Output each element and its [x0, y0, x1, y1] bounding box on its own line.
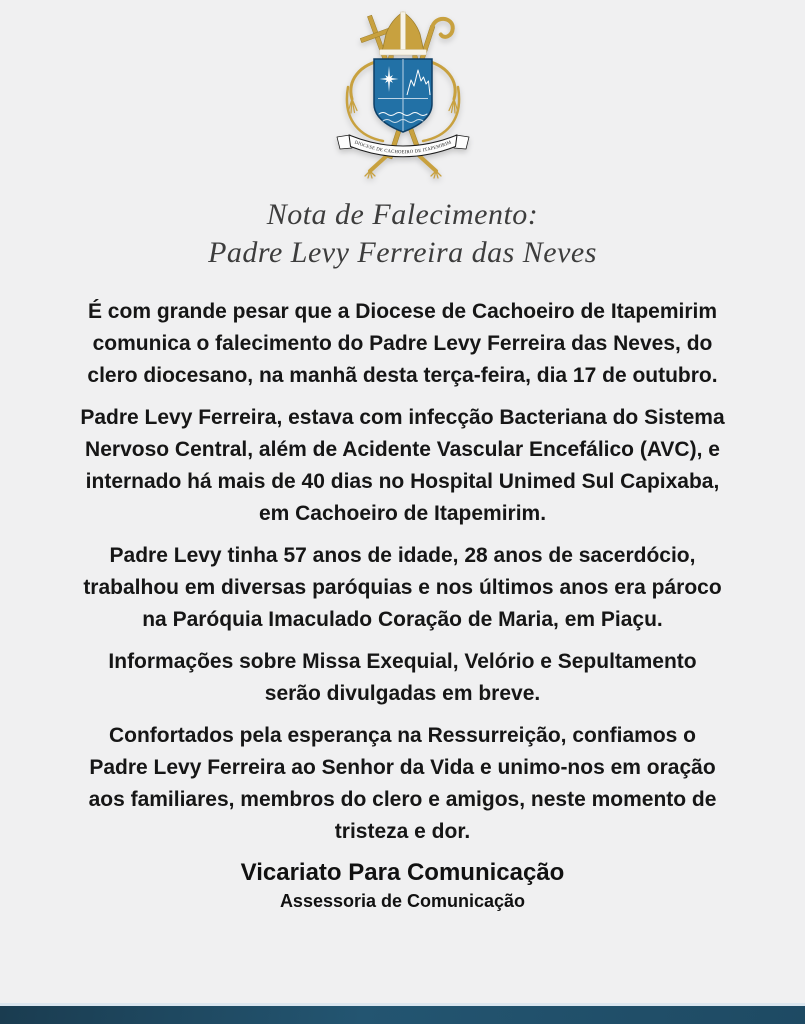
paragraph-announcement: É com grande pesar que a Diocese de Cachoeiro de Itapemirim comunica o falecimento do Padre Levy Ferreira das Neves, do clero diocesano, na manhã desta terça-feira, dia 17 de outubro.	[87, 300, 718, 387]
diocese-crest-icon	[333, 6, 473, 186]
bottom-bar	[0, 1006, 805, 1024]
notice-body	[78, 296, 728, 848]
title-line1: Nota de Falecimento:	[266, 198, 539, 231]
paragraph-condolences: Confortados pela esperança na Ressurreição, confiamos o Padre Levy Ferreira ao Senhor da Vida e unimo-nos em oração aos familiares, membros do clero e amigos, neste momento de tristeza e dor.	[88, 724, 717, 843]
paragraph-biography: Padre Levy tinha 57 anos de idade, 28 anos de sacerdócio, trabalhou em diversas paróquias e nos últimos anos era pároco na Paróquia Imaculado Coração de Maria, em Piaçu.	[83, 544, 722, 631]
shield-icon	[374, 59, 432, 132]
signature-block	[0, 858, 805, 914]
footer-title: Vicariato Para Comunicação	[240, 859, 565, 886]
title-line2: Padre Levy Ferreira das Neves	[208, 236, 597, 269]
paragraph-illness: Padre Levy Ferreira, estava com infecção Bacteriana do Sistema Nervoso Central, além de Acidente Vascular Encefálico (AVC), e internado há mais de 40 dias no Hospital Unimed Sul Capixaba, em Cachoeiro de Itapemirim.	[80, 406, 725, 525]
page-title	[0, 196, 805, 272]
banner-ribbon	[337, 135, 469, 157]
banner-text: DIOCESE DE CACHOEIRO DE ITAPEMIRIM	[353, 140, 452, 156]
footer-subtitle: Assessoria de Comunicação	[279, 891, 526, 911]
diocese-crest	[333, 6, 473, 186]
paragraph-funeral-info: Informações sobre Missa Exequial, Velório e Sepultamento serão divulgadas em breve.	[108, 650, 697, 705]
